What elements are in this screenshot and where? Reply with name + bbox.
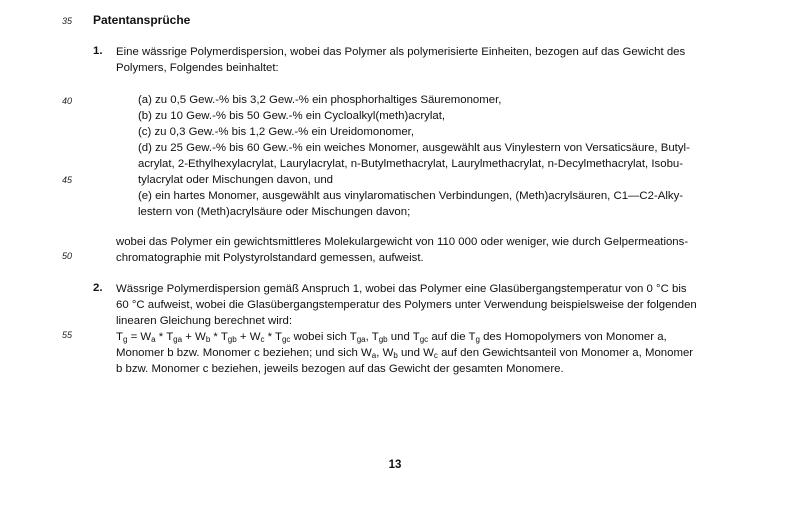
eq-sub: a (371, 351, 377, 360)
eq-sub: gb (378, 335, 388, 344)
page-number: 13 (388, 459, 402, 471)
claim-1-item: lestern von (Meth)acrylsäure oder Mischungen davon; (138, 206, 411, 218)
eq-sub: g (475, 335, 480, 344)
eq-T: T (166, 331, 174, 343)
claim-2-text-part: auf den Gewichtsanteil von Monomer a, Monomer (437, 347, 694, 359)
line-number-55: 55 (62, 330, 73, 340)
eq-sub: c (260, 335, 265, 344)
eq-T: T (412, 331, 420, 343)
eq-W: W (423, 347, 434, 359)
claim-2-line: 60 °C aufweist, wobei die Glasübergangstemperatur des Polymers unter Verwendung beispielsweise der folgenden (116, 299, 697, 311)
line-number-40: 40 (62, 96, 73, 106)
claim-1-item: (e) ein hartes Monomer, ausgewählt aus vinylaromatischen Verbindungen, (Meth)acrylsäuren, C1—C2-Alky- (138, 190, 684, 202)
eq-sub: gb (227, 335, 237, 344)
eq-sub: c (433, 351, 438, 360)
claim-2-line: b bzw. Monomer c beziehen, jeweils bezogen auf das Gewicht der gesamten Monomere. (116, 363, 564, 375)
eq-text: , (376, 347, 383, 359)
line-number-50: 50 (62, 251, 73, 261)
eq-T: T (116, 331, 123, 343)
claim-1-intro-line: Polymers, Folgendes beinhaltet: (116, 62, 279, 74)
claim-1-number: 1. (93, 45, 103, 57)
eq-T: T (349, 331, 357, 343)
eq-sub: g (122, 335, 128, 344)
eq-op: * (210, 331, 221, 343)
eq-op: + (236, 331, 250, 343)
claim-1-item: (c) zu 0,3 Gew.-% bis 1,2 Gew.-% ein Ureidomonomer, (138, 126, 415, 138)
claim-2-text-part: Monomer b bzw. Monomer c beziehen; und sich (116, 347, 362, 359)
eq-W: W (249, 331, 261, 343)
eq-T: T (220, 331, 228, 343)
claim-2-line: linearen Gleichung berechnet wird: (116, 315, 293, 327)
eq-text: und (387, 331, 413, 343)
claim-1-item: (a) zu 0,5 Gew.-% bis 3,2 Gew.-% ein phosphorhaltiges Säuremonomer, (138, 94, 502, 106)
claim-2-number: 2. (93, 282, 103, 294)
eq-T: T (275, 331, 282, 343)
eq-sub: ga (173, 335, 183, 344)
section-heading: Patentansprüche (93, 13, 191, 27)
claim-1-items (138, 92, 690, 220)
eq-T: T (371, 331, 379, 343)
claim-2-line (116, 345, 697, 361)
eq-sub: b (205, 335, 211, 344)
claim-1-closing-line: wobei das Polymer ein gewichtsmittleres Molekulargewicht von 110 000 oder weniger, wie durch Gelpermeations- (116, 236, 689, 248)
eq-text: wobei sich (290, 331, 350, 343)
eq-W: W (382, 347, 394, 359)
claim-1-item: acrylat, 2-Ethylhexylacrylat, Laurylacrylat, n-Butylmethacrylat, Laurylmethacrylat, n-Decylmethacrylat, Isobu- (138, 158, 684, 170)
eq-text: auf die (428, 331, 469, 343)
claim-1-closing-line: chromatographie mit Polystyrolstandard gemessen, aufweist. (116, 252, 424, 264)
eq-text: und (397, 347, 424, 359)
line-number-35: 35 (62, 16, 73, 26)
eq-sub: gc (281, 335, 291, 344)
eq-op: = (127, 331, 141, 343)
claim-1-item: (d) zu 25 Gew.-% bis 60 Gew.-% ein weiches Monomer, ausgewählt aus Vinylestern von Versaticsäure, Butyl- (138, 142, 690, 154)
claim-1-closing (116, 234, 688, 266)
eq-sub: a (151, 335, 156, 344)
eq-sub: gc (419, 335, 429, 344)
eq-W: W (361, 347, 372, 359)
eq-W: W (140, 331, 152, 343)
claim-2-text (116, 281, 697, 377)
eq-op: * (264, 331, 276, 343)
eq-text: des Homopolymers von Monomer a, (479, 331, 667, 343)
claim-1-intro (116, 44, 685, 76)
eq-sub: b (393, 351, 398, 360)
claim-1-intro-line: Eine wässrige Polymerdispersion, wobei das Polymer als polymerisierte Einheiten, bezogen auf das Gewicht des (116, 46, 686, 58)
eq-op: * (155, 331, 167, 343)
claim-1-item: (b) zu 10 Gew.-% bis 50 Gew.-% ein Cycloalkyl(meth)acrylat, (138, 110, 446, 122)
eq-T: T (468, 331, 476, 343)
line-number-45: 45 (62, 175, 73, 185)
claim-1-item: tylacrylat oder Mischungen davon, und (138, 174, 334, 186)
eq-op: + (182, 331, 196, 343)
equation-line (116, 329, 697, 345)
claim-2-line: Wässrige Polymerdispersion gemäß Anspruch 1, wobei das Polymer eine Glasübergangstemperatur von 0 °C bis (116, 283, 687, 295)
eq-W: W (195, 331, 206, 343)
eq-sub: ga (356, 335, 366, 344)
eq-text: , (365, 331, 372, 343)
